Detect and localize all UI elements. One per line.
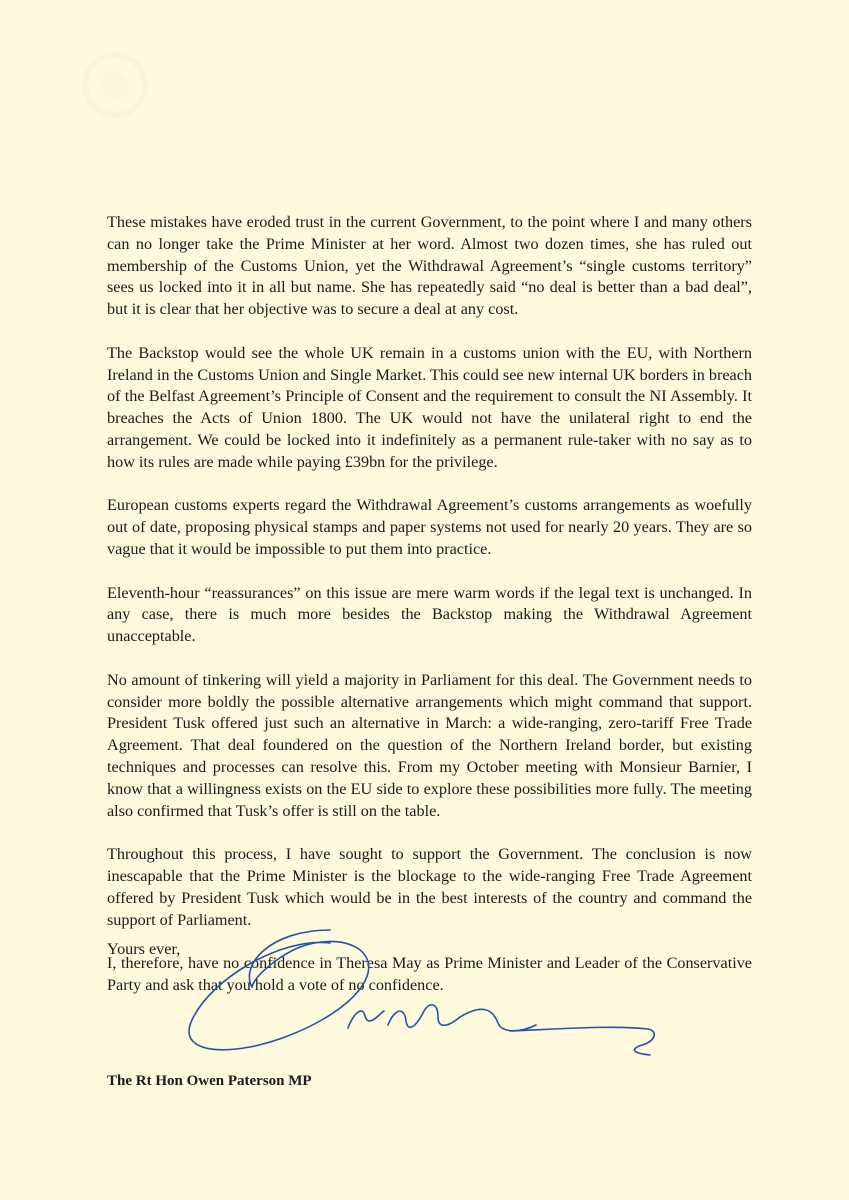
closing-salutation: Yours ever, <box>107 940 181 958</box>
signatory-name: The Rt Hon Owen Paterson MP <box>107 1073 312 1089</box>
paragraph-backstop: The Backstop would see the whole UK remain in a customs union with the EU, with Northern Ireland in the Customs Union and Single Market. This could see new internal UK borders in breach of the Belfast Agreement’s Principle of Consent and the requirement to consult the NI Assembly. It breaches the Acts of Union 1800. The UK would not have the unilateral right to end the arrangement. We could be locked into it indefinitely as a permanent rule-taker with no say as to how its rules are made while paying £39bn for the privilege. <box>107 343 752 471</box>
paragraph-trust: These mistakes have eroded trust in the current Government, to the point where I and many others can no longer take the Prime Minister at her word. Almost two dozen times, she has ruled out membership of the Customs Union, yet the Withdrawal Agreement’s “single customs territory” sees us locked into it in all but name. She has repeatedly said “no deal is better than a bad deal”, but it is clear that her objective was to secure a deal at any cost. <box>107 213 752 319</box>
paragraph-no-confidence: I, therefore, have no confidence in Theresa May as Prime Minister and Leader of the Conservative Party and ask that you hold a vote of no confidence. <box>107 954 752 994</box>
handwritten-signature <box>180 925 670 1075</box>
embossed-crest-watermark <box>70 40 160 130</box>
paragraph-support: Throughout this process, I have sought to support the Government. The conclusion is now inescapable that the Prime Minister is the blockage to the wide-ranging Free Trade Agreement offered by President Tusk which would be in the best interests of the country and command the support of Parliament. <box>107 845 752 929</box>
paragraph-reassurances: Eleventh-hour “reassurances” on this issue are mere warm words if the legal text is unchanged. In any case, there is much more besides the Backstop making the Withdrawal Agreement unacceptable. <box>107 583 752 646</box>
letter-body <box>107 212 752 1018</box>
paragraph-customs-experts: European customs experts regard the Withdrawal Agreement’s customs arrangements as woefully out of date, proposing physical stamps and paper systems not used for nearly 20 years. They are so vague that it would be impossible to put them into practice. <box>107 496 752 558</box>
paragraph-alternative: No amount of tinkering will yield a majority in Parliament for this deal. The Government needs to consider more boldly the possible alternative arrangements which might command that support. President Tusk offered just such an alternative in March: a wide-ranging, zero-tariff Free Trade Agreement. That deal foundered on the question of the Northern Ireland border, but existing techniques and processes can resolve this. From my October meeting with Monsieur Barnier, I know that a willingness exists on the EU side to explore these possibilities more fully. The meeting also confirmed that Tusk’s offer is still on the table. <box>107 670 752 820</box>
